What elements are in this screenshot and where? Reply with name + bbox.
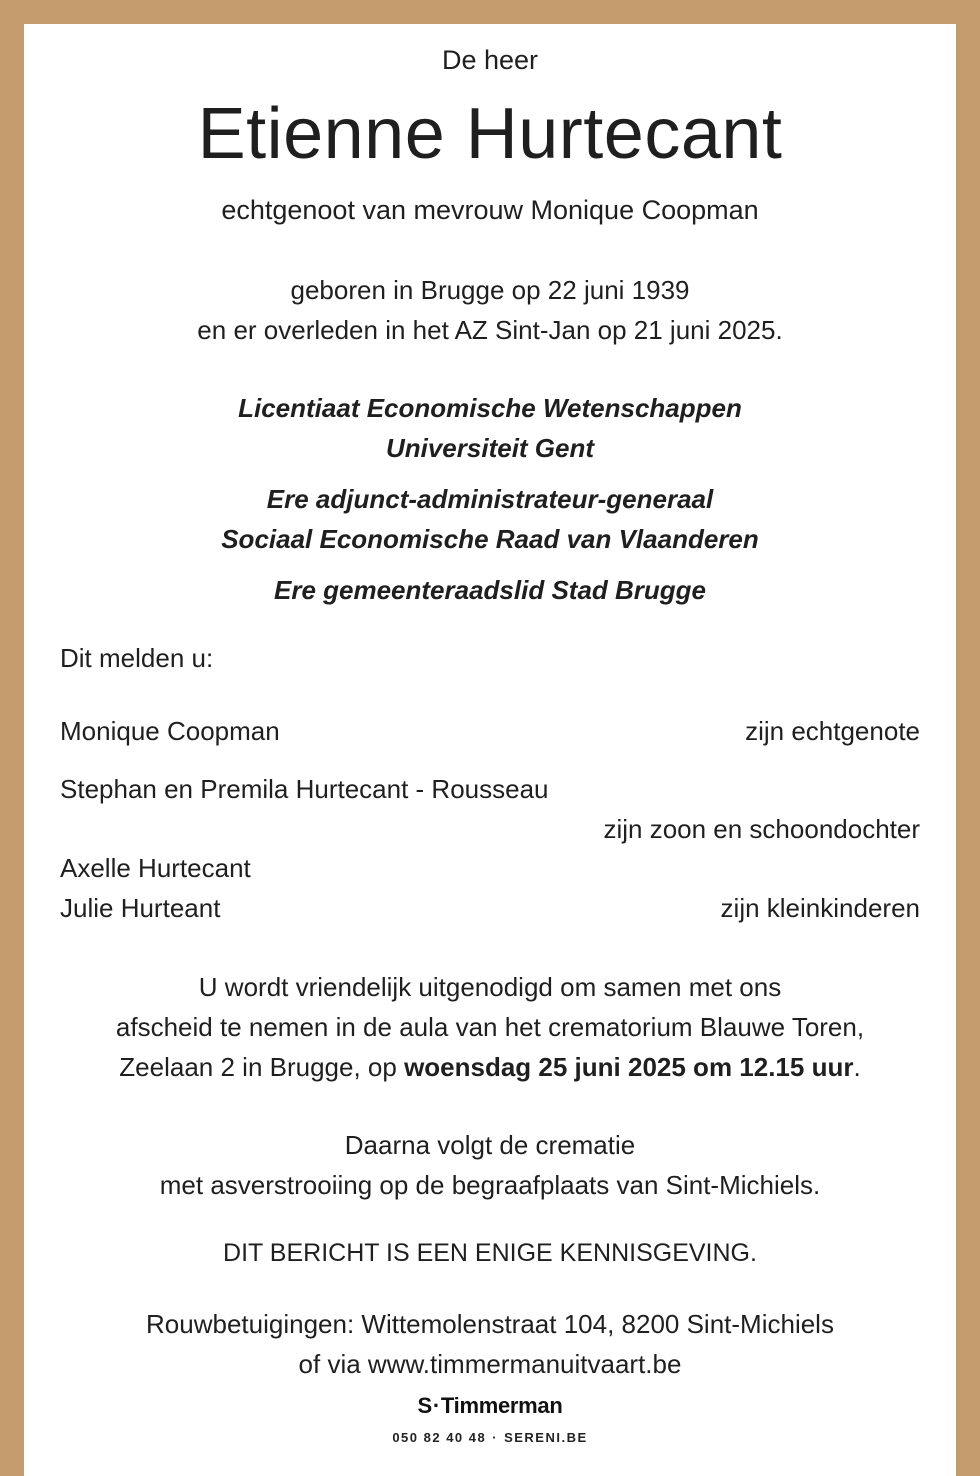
- obituary-card: [24, 24, 956, 1476]
- title-degree: Licentiaat Economische Wetenschappen: [238, 393, 742, 423]
- family-member-name: Stephan en Premila Hurtecant - Rousseau: [60, 774, 549, 804]
- ceremony-datetime: woensdag 25 juni 2025 om 12.15 uur: [404, 1052, 854, 1082]
- title-council: Ere gemeenteraadslid Stad Brugge: [273, 575, 707, 605]
- family-member-name: Julie Hurteant: [60, 893, 221, 923]
- invitation-line: afscheid te nemen in de aula van het crematorium Blauwe Toren,: [115, 1012, 865, 1042]
- footer-phone: 050 82 40 48: [392, 1430, 487, 1445]
- family-member-relation: zijn kleinkinderen: [720, 893, 920, 923]
- title-organisation: Sociaal Economische Raad van Vlaanderen: [221, 524, 759, 554]
- notice-line: DIT BERICHT IS EEN ENIGE KENNISGEVING.: [223, 1239, 757, 1267]
- logo-name: Timmerman: [440, 1393, 563, 1418]
- invitation-line: U wordt vriendelijk uitgenodigd om samen met ons: [198, 972, 782, 1002]
- condolences-address: Rouwbetuigingen: Wittemolenstraat 104, 8200 Sint-Michiels: [146, 1309, 834, 1339]
- funeral-home-logo: [24, 1393, 956, 1419]
- cremation-line: met asverstrooiing op de begraafplaats van Sint-Michiels.: [159, 1170, 821, 1200]
- invitation-location: Zeelaan 2 in Brugge, op: [119, 1052, 405, 1082]
- footer-contact: [24, 1429, 956, 1447]
- title-university: Universiteit Gent: [385, 433, 595, 463]
- honorific: De heer: [441, 45, 539, 75]
- birth-line: geboren in Brugge op 22 juni 1939: [290, 275, 690, 305]
- footer-separator: ·: [492, 1430, 499, 1445]
- deceased-name: Etienne Hurtecant: [197, 94, 783, 174]
- invitation-period: .: [853, 1052, 861, 1082]
- family-member-relation: zijn zoon en schoondochter: [603, 814, 920, 844]
- title-position: Ere adjunct-administrateur-generaal: [266, 484, 714, 514]
- footer-website: SERENI.BE: [504, 1430, 588, 1445]
- condolences-website: of via www.timmermanuitvaart.be: [298, 1349, 682, 1379]
- invitation-date-line: [24, 1052, 956, 1082]
- logo-s: S: [417, 1393, 432, 1418]
- spouse-line: echtgenoot van mevrouw Monique Coopman: [221, 195, 759, 225]
- family-member-relation: zijn echtgenote: [745, 716, 920, 746]
- cremation-line: Daarna volgt de crematie: [344, 1130, 636, 1160]
- death-line: en er overleden in het AZ Sint-Jan op 21 juni 2025.: [197, 315, 783, 345]
- logo-dot: ·: [432, 1393, 440, 1418]
- family-member-name: Axelle Hurtecant: [60, 853, 251, 883]
- family-member-name: Monique Coopman: [60, 716, 280, 746]
- announce-line: Dit melden u:: [60, 643, 214, 673]
